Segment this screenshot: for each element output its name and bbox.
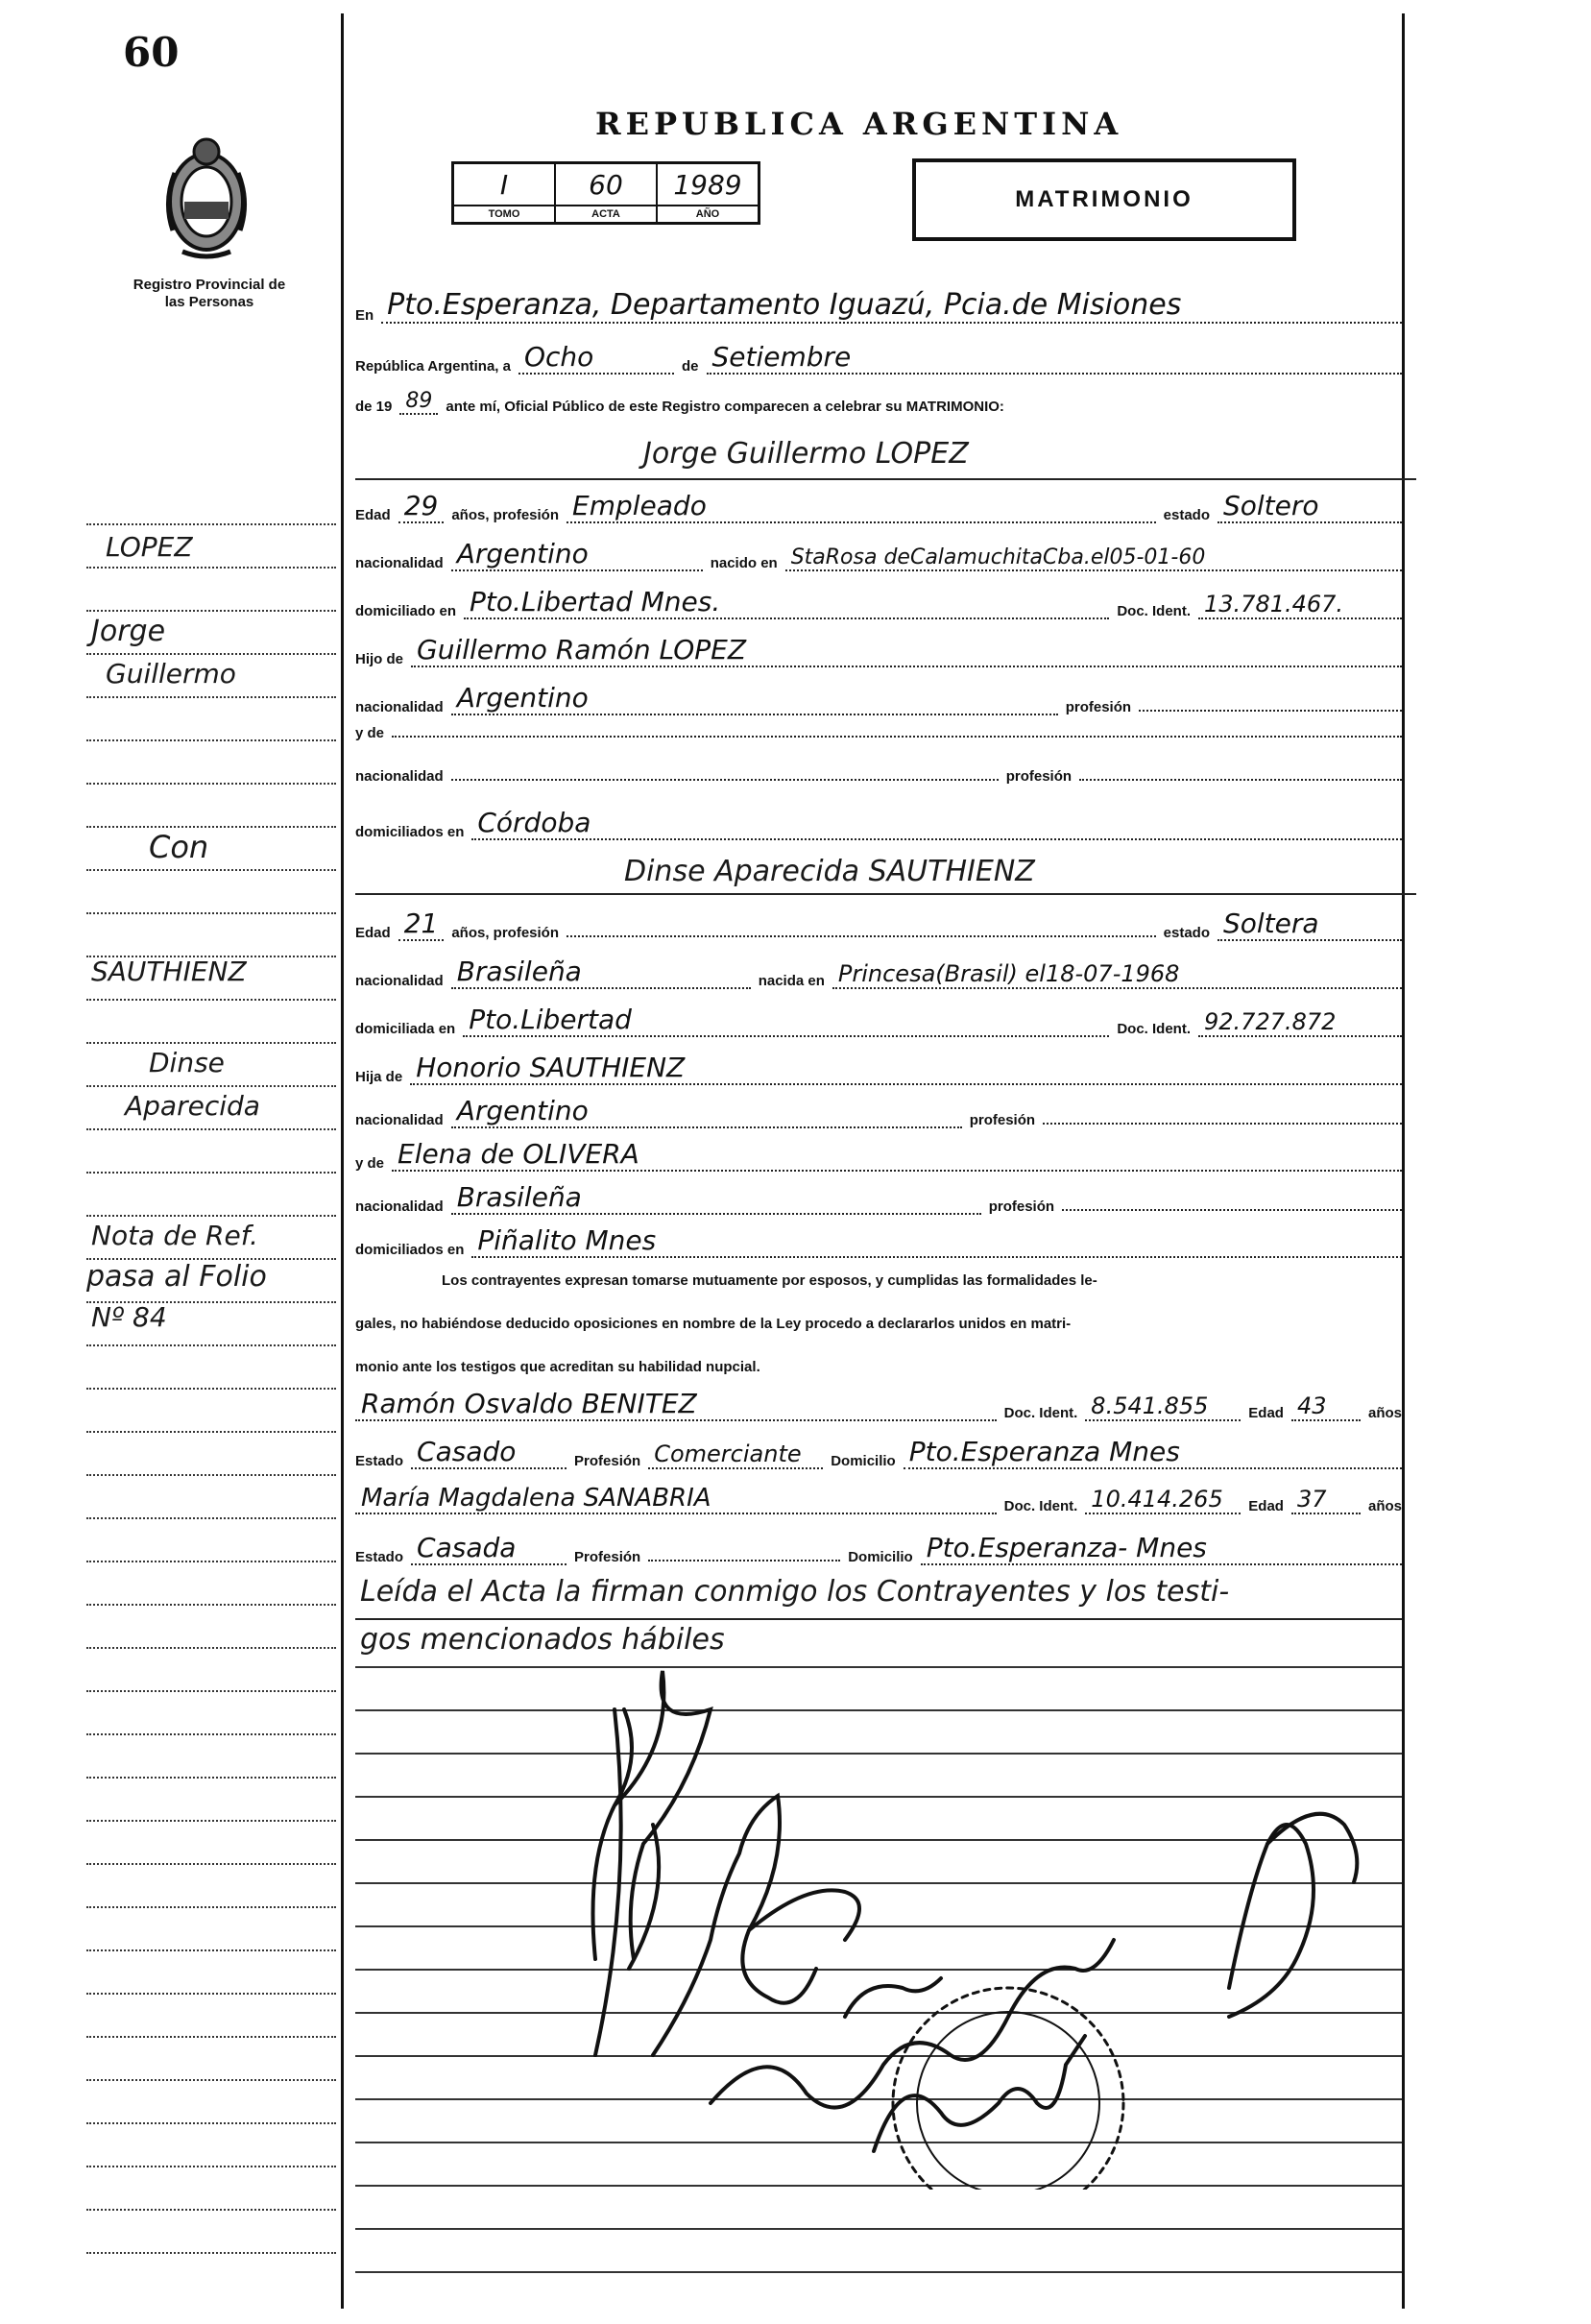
bride-and-of-label: y de [355, 1155, 385, 1172]
witness1-dom-label: Domicilio [831, 1453, 896, 1469]
margin-note-1: Nota de Ref. [91, 1220, 258, 1251]
tomo-value: I [499, 168, 509, 201]
page-number: 60 [123, 29, 180, 76]
witness2-dom-label: Domicilio [848, 1549, 913, 1565]
witness1-status-label: Estado [355, 1453, 404, 1469]
margin-given-1b: Guillermo [106, 658, 236, 690]
country-label: República Argentina, a [355, 358, 511, 375]
country-heading: REPUBLICA ARGENTINA [595, 106, 1123, 142]
groom-doc-label: Doc. Ident. [1117, 603, 1191, 619]
bride-mother-nat-label: nacionalidad [355, 1198, 444, 1215]
witness2-years-label: años [1367, 1498, 1402, 1514]
opening-statement: ante mí, Oficial Público de este Registro comparecen a celebrar su MATRIMONIO: [446, 399, 1004, 415]
groom-birthplace: StaRosa deCalamuchitaCba.el05-01-60 [785, 545, 1402, 571]
groom-birthplace-label: nacido en [710, 555, 778, 571]
groom-name: Jorge Guillermo LOPEZ [643, 437, 969, 471]
marriage-day: Ocho [518, 341, 674, 375]
bride-name: Dinse Aparecida SAUTHIENZ [624, 855, 1035, 888]
witness2-age-label: Edad [1248, 1498, 1284, 1514]
bride-father-prof-label: profesión [969, 1112, 1036, 1128]
bride-status-label: estado [1163, 925, 1210, 941]
bride-nationality-label: nacionalidad [355, 973, 444, 989]
groom-status: Soltero [1217, 490, 1402, 523]
bride-father-nationality: Argentino [451, 1095, 962, 1128]
witness2-prof-label: Profesión [574, 1549, 641, 1565]
acta-label: ACTA [556, 205, 656, 222]
groom-age: 29 [398, 490, 445, 523]
groom-doc: 13.781.467. [1198, 591, 1402, 619]
groom-parents-domicile: Córdoba [471, 807, 1402, 840]
groom-nationality-label: nacionalidad [355, 555, 444, 571]
marriage-place: Pto.Esperanza, Departamento Iguazú, Pcia.de Misiones [381, 288, 1402, 324]
margin-note-2: pasa al Folio [86, 1260, 267, 1294]
groom-profession: Empleado [566, 490, 1156, 523]
registry-label: Registro Provincial de las Personas [133, 277, 286, 310]
bride-status: Soltera [1217, 908, 1402, 941]
margin-surname-2: SAUTHIENZ [91, 956, 247, 987]
bride-parents-domicile: Piñalito Mnes [471, 1224, 1402, 1258]
bride-domicile: Pto.Libertad [463, 1004, 1109, 1037]
groom-profession-label: años, profesión [451, 507, 560, 523]
month-de-label: de [681, 358, 699, 375]
witness1-years-label: años [1367, 1405, 1402, 1421]
closing-line-2: gos mencionados hábiles [360, 1623, 725, 1657]
left-column-divider [341, 13, 344, 2309]
act-type-label: MATRIMONIO [1015, 186, 1193, 212]
witness2-status-label: Estado [355, 1549, 404, 1565]
groom-father-nat-label: nacionalidad [355, 699, 444, 715]
bride-parents-dom-label: domiciliados en [355, 1242, 465, 1258]
bride-mother: Elena de OLIVERA [392, 1138, 1402, 1172]
margin-given-2: Dinse [149, 1047, 225, 1078]
groom-mother-nat-label: nacionalidad [355, 768, 444, 785]
margin-surname-1: LOPEZ [106, 531, 193, 563]
margin-note-3: Nº 84 [91, 1301, 167, 1333]
bride-doc: 92.727.872 [1198, 1008, 1402, 1037]
bride-mother-prof-label: profesión [988, 1198, 1055, 1215]
bride-father-nat-label: nacionalidad [355, 1112, 444, 1128]
bride-age-label: Edad [355, 925, 391, 941]
witness2-status: Casada [411, 1532, 566, 1565]
groom-parents-dom-label: domiciliados en [355, 824, 465, 840]
bride-mother-nationality: Brasileña [451, 1181, 981, 1215]
coat-of-arms-logo [154, 134, 259, 269]
margin-given-2b: Aparecida [125, 1090, 260, 1122]
groom-age-label: Edad [355, 507, 391, 523]
signatures-graphic [557, 1652, 1421, 2194]
declaration-line-3: monio ante los testigos que acreditan su habilidad nupcial. [355, 1359, 760, 1375]
groom-domicile: Pto.Libertad Mnes. [464, 586, 1109, 619]
witness2-age: 37 [1291, 1486, 1361, 1514]
bride-profession-label: años, profesión [451, 925, 560, 941]
closing-line-1: Leída el Acta la firman conmigo los Contrayentes y los testi- [360, 1575, 1230, 1609]
groom-father-nationality: Argentino [451, 682, 1058, 715]
groom-son-of-label: Hijo de [355, 651, 404, 667]
witness1-doc-label: Doc. Ident. [1003, 1405, 1078, 1421]
marriage-year: 89 [399, 389, 438, 415]
witness1-age-label: Edad [1248, 1405, 1284, 1421]
marriage-month: Setiembre [707, 341, 1403, 375]
declaration-line-1: Los contrayentes expresan tomarse mutuamente por esposos, y cumplidas las formalidades le- [442, 1272, 1097, 1289]
groom-and-of-label: y de [355, 725, 385, 741]
witness1-prof-label: Profesión [574, 1453, 641, 1469]
bride-birthplace: Princesa(Brasil) el18-07-1968 [832, 960, 1402, 989]
groom-status-label: estado [1163, 507, 1210, 523]
witness1-status: Casado [411, 1436, 566, 1469]
groom-domicile-label: domiciliado en [355, 603, 457, 619]
en-label: En [355, 307, 374, 324]
margin-con: Con [149, 829, 209, 865]
witness1-doc: 8.541.855 [1085, 1392, 1241, 1421]
bride-age: 21 [398, 908, 445, 941]
tomo-label: TOMO [454, 205, 554, 222]
groom-nationality: Argentino [451, 538, 703, 571]
witness1-age: 43 [1291, 1392, 1361, 1421]
bride-domicile-label: domiciliada en [355, 1021, 456, 1037]
witness2-doc: 10.414.265 [1085, 1486, 1241, 1514]
groom-father-prof-label: profesión [1065, 699, 1132, 715]
bride-birthplace-label: nacida en [758, 973, 825, 989]
witness2-name: María Magdalena SANABRIA [355, 1484, 997, 1514]
margin-given-1: Jorge [91, 615, 166, 648]
bride-father: Honorio SAUTHIENZ [410, 1052, 1402, 1085]
declaration-line-2: gales, no habiéndose deducido oposiciones en nombre de la Ley procedo a declararlos unidos en matri- [355, 1316, 1072, 1332]
record-box [451, 161, 760, 225]
bride-doc-label: Doc. Ident. [1117, 1021, 1191, 1037]
year-value: 1989 [673, 168, 742, 201]
bride-nationality: Brasileña [451, 956, 751, 989]
groom-father: Guillermo Ramón LOPEZ [411, 634, 1402, 667]
year-label: AÑO [658, 205, 758, 222]
witness2-domicile: Pto.Esperanza- Mnes [921, 1532, 1402, 1565]
bride-daughter-of-label: Hija de [355, 1069, 403, 1085]
acta-value: 60 [589, 168, 623, 201]
year-prefix-label: de 19 [355, 399, 393, 415]
act-type-box [912, 158, 1296, 241]
witness2-doc-label: Doc. Ident. [1003, 1498, 1078, 1514]
groom-mother-prof-label: profesión [1005, 768, 1073, 785]
witness1-domicile: Pto.Esperanza Mnes [904, 1436, 1402, 1469]
witness1-profession: Comerciante [648, 1440, 823, 1469]
witness1-name: Ramón Osvaldo BENITEZ [355, 1388, 997, 1421]
